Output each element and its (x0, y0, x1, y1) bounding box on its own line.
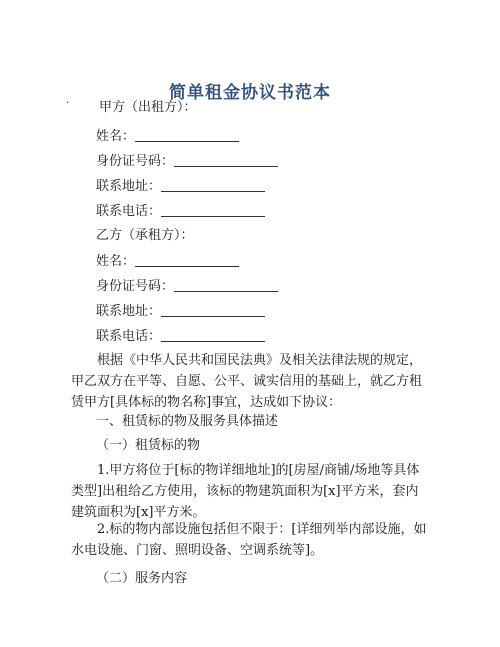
document-title: 简单租金协议书范本 (169, 83, 331, 103)
party-b-name-blank (135, 252, 239, 267)
party-a-address-row (96, 177, 265, 196)
party-a-heading: 甲方（出租方）： (99, 100, 197, 115)
subsection-1-heading: （一）租赁标的物 (96, 438, 201, 453)
item-2-paragraph: 2.标的物内部设施包括但不限于：[详细列举内部设施，如水电设施、门窗、照明设备、空调系统等]。 (71, 522, 427, 558)
party-b-address-blank (161, 302, 265, 317)
party-b-name-row (96, 252, 239, 271)
party-b-name-label: 姓名： (96, 254, 136, 269)
party-b-id-label: 身份证号码： (96, 279, 175, 294)
party-b-address-row (96, 302, 265, 321)
section-1-heading: 一、租赁标的物及服务具体描述 (96, 414, 279, 429)
party-b-phone-blank (161, 327, 265, 342)
party-a-phone-blank (161, 202, 265, 217)
intro-paragraph: 根据《中华人民共和国民法典》及相关法律法规的规定，甲乙双方在平等、自愿、公平、诚实信用的基础上，就乙方租赁甲方[具体标的物名称]事宜，达成如下协议： (71, 353, 423, 410)
party-a-name-blank (135, 127, 239, 142)
party-a-phone-row (96, 202, 265, 221)
party-b-phone-label: 联系电话： (96, 329, 162, 344)
party-b-phone-row (96, 327, 265, 346)
party-a-name-label: 姓名： (96, 129, 136, 144)
party-b-address-label: 联系地址： (96, 304, 162, 319)
item-1-paragraph: 1.甲方将位于[标的物详细地址]的[房屋/商铺/场地等具体类型]出租给乙方使用，该标的物建筑面积为[x]平方米，套内建筑面积为[x]平方米。 (71, 463, 420, 520)
party-b-heading: 乙方（承租方）： (96, 228, 194, 243)
party-b-id-row (96, 277, 278, 296)
party-a-address-label: 联系地址： (96, 179, 162, 194)
party-a-id-label: 身份证号码： (96, 154, 175, 169)
subsection-2-heading: （二）服务内容 (96, 571, 188, 586)
party-a-name-row (96, 127, 239, 146)
party-a-id-blank (174, 152, 278, 167)
party-a-id-row (96, 152, 278, 171)
party-a-phone-label: 联系电话： (96, 204, 162, 219)
bullet-marker: · (66, 98, 70, 109)
party-b-id-blank (174, 277, 278, 292)
party-a-address-blank (161, 177, 265, 192)
